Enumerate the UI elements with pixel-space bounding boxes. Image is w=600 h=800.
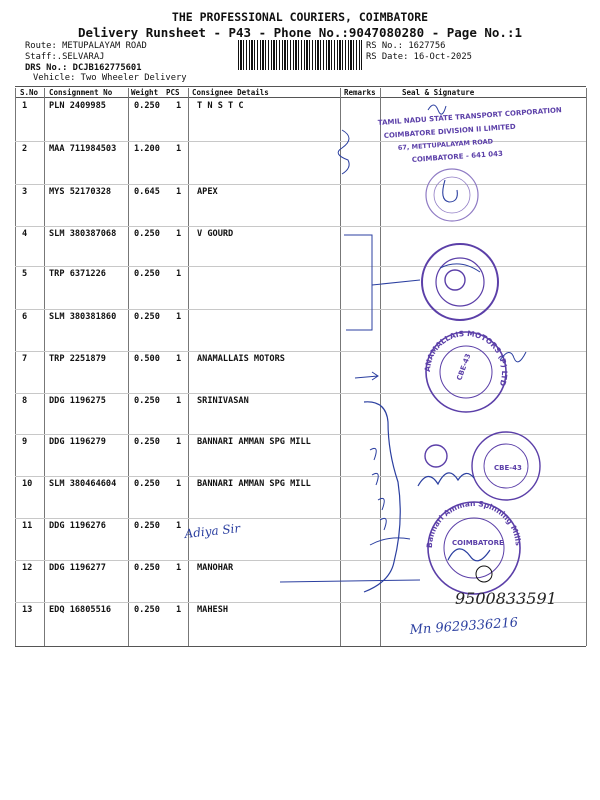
arrow-row7 bbox=[355, 372, 378, 380]
row-pcs: 1 bbox=[176, 521, 182, 531]
row-sno: 3 bbox=[22, 187, 28, 197]
row-weight: 0.250 bbox=[134, 521, 160, 531]
row-consignment: SLM 380387068 bbox=[49, 229, 117, 239]
bracket-rows-8-13 bbox=[364, 402, 400, 592]
row-pcs: 1 bbox=[176, 187, 182, 197]
row-sno: 10 bbox=[22, 479, 33, 489]
row-consignee: BANNARI AMMAN SPG MILL bbox=[197, 479, 311, 489]
row-weight: 0.250 bbox=[134, 563, 160, 573]
row-rule bbox=[15, 266, 586, 267]
row-weight: 0.250 bbox=[134, 396, 160, 406]
row-consignment: DDG 1196277 bbox=[49, 563, 106, 573]
row-weight: 0.250 bbox=[134, 101, 160, 111]
cbe43-stamp bbox=[418, 432, 540, 500]
tnstc-stamp bbox=[378, 106, 563, 164]
row-rule bbox=[15, 560, 586, 561]
drs-number: DRS No.: DCJB162775601 bbox=[25, 63, 142, 73]
col-divider bbox=[340, 88, 341, 646]
signature-row1 bbox=[428, 105, 446, 114]
row-sno: 12 bbox=[22, 563, 33, 573]
row-consignee: MAHESH bbox=[197, 605, 229, 615]
row-sno: 7 bbox=[22, 354, 28, 364]
row-sno: 4 bbox=[22, 229, 28, 239]
company-title: THE PROFESSIONAL COURIERS, COIMBATORE bbox=[171, 10, 429, 24]
table-top-rule bbox=[15, 86, 586, 87]
runsheet-subtitle: Delivery Runsheet - P43 - Phone No.:9047080280 - Page No.:1 bbox=[77, 25, 522, 40]
row-sno: 5 bbox=[22, 269, 28, 279]
row-sno: 6 bbox=[22, 312, 28, 322]
anamallais-stamp-code: CBE-43 bbox=[455, 352, 473, 382]
row-consignee: V GOURD bbox=[197, 229, 234, 239]
row-rule bbox=[15, 476, 586, 477]
bannari-stamp bbox=[425, 499, 523, 594]
row-weight: 0.645 bbox=[134, 187, 160, 197]
row-consignee: APEX bbox=[197, 187, 218, 197]
tnstc-stamp-line-1: TAMIL NADU STATE TRANSPORT CORPORATION bbox=[377, 106, 563, 127]
row-consignee: MANOHAR bbox=[197, 563, 234, 573]
row-weight: 0.250 bbox=[134, 437, 160, 447]
row-rule bbox=[15, 141, 586, 142]
row-consignment: MAA 711984503 bbox=[49, 144, 117, 154]
tnstc-stamp-line-2: COIMBATORE DIVISION II LIMITED bbox=[383, 122, 517, 140]
row-consignment: SLM 380381860 bbox=[49, 312, 117, 322]
row-weight: 0.250 bbox=[134, 229, 160, 239]
row-consignment: EDQ 16805516 bbox=[49, 605, 112, 615]
bannari-stamp-text: Bannari Amman Spinning Mills bbox=[424, 498, 523, 549]
rs-number: RS No.: 1627756 bbox=[366, 41, 446, 51]
row-pcs: 1 bbox=[176, 144, 182, 154]
col-header-consignment: Consignment No bbox=[49, 88, 113, 97]
circled-mark bbox=[476, 566, 492, 582]
table-bottom-rule bbox=[15, 646, 586, 647]
row-weight: 0.250 bbox=[134, 479, 160, 489]
staff-label: Staff:.SELVARAJ bbox=[25, 52, 105, 62]
row-consignment: TRP 6371226 bbox=[49, 269, 106, 279]
row-consignment: DDG 1196275 bbox=[49, 396, 106, 406]
row-rule bbox=[15, 602, 586, 603]
col-divider bbox=[44, 88, 45, 646]
row-pcs: 1 bbox=[176, 312, 182, 322]
row-consignee: T N S T C bbox=[197, 101, 244, 111]
handwriting-row11: Adiya Sir bbox=[183, 521, 241, 541]
anamallais-stamp-text: ANAMALLAIS MOTORS (P) LTD bbox=[422, 328, 510, 388]
bracket-rows-4-6 bbox=[344, 235, 372, 330]
bannari-stamp-city: COIMBATORE bbox=[452, 539, 504, 547]
handwritten-phone-2: Mn 9629336216 bbox=[409, 615, 519, 638]
handwritten-phone-1: 9500833591 bbox=[455, 589, 557, 608]
row-weight: 0.250 bbox=[134, 269, 160, 279]
row-consignee: SRINIVASAN bbox=[197, 396, 249, 406]
row-pcs: 1 bbox=[176, 563, 182, 573]
row-consignment: MYS 52170328 bbox=[49, 187, 112, 197]
barcode bbox=[238, 40, 362, 70]
cbe43-stamp-code: CBE-43 bbox=[494, 464, 522, 472]
row-weight: 1.200 bbox=[134, 144, 160, 154]
row-pcs: 1 bbox=[176, 269, 182, 279]
row-pcs: 1 bbox=[176, 229, 182, 239]
row-rule bbox=[15, 351, 586, 352]
row-consignment: TRP 2251879 bbox=[49, 354, 106, 364]
vehicle-label: Vehicle: Two Wheeler Delivery bbox=[33, 73, 187, 83]
row-consignment: DDG 1196276 bbox=[49, 521, 106, 531]
col-header-sno: S.No bbox=[20, 88, 39, 97]
row-pcs: 1 bbox=[176, 479, 182, 489]
col-header-pcs: PCS bbox=[166, 88, 180, 97]
col-divider bbox=[188, 88, 189, 646]
col-header-weight: Weight bbox=[131, 88, 159, 97]
row-rule bbox=[15, 393, 586, 394]
row-consignment: PLN 2409985 bbox=[49, 101, 106, 111]
col-divider bbox=[15, 88, 16, 646]
row-rule bbox=[15, 518, 586, 519]
row-rule bbox=[15, 184, 586, 185]
row-rule bbox=[15, 434, 586, 435]
col-divider bbox=[586, 88, 587, 646]
row-rule bbox=[15, 226, 586, 227]
row-sno: 11 bbox=[22, 521, 33, 531]
row-pcs: 1 bbox=[176, 101, 182, 111]
table-header-rule bbox=[15, 97, 586, 98]
tnstc-stamp-line-3: 67, METTUPALAYAM ROAD bbox=[397, 137, 494, 152]
row-sno: 9 bbox=[22, 437, 28, 447]
route-label: Route: METUPALAYAM ROAD bbox=[25, 41, 147, 51]
anamallais-stamp bbox=[423, 329, 526, 412]
row-sno: 13 bbox=[22, 605, 33, 615]
rs-date: RS Date: 16-Oct-2025 bbox=[366, 52, 472, 62]
row-rule bbox=[15, 309, 586, 310]
col-divider bbox=[128, 88, 129, 646]
apex-stamp bbox=[426, 169, 478, 221]
row-consignee: BANNARI AMMAN SPG MILL bbox=[197, 437, 311, 447]
row-consignment: SLM 380464604 bbox=[49, 479, 117, 489]
row-sno: 8 bbox=[22, 396, 28, 406]
tnstc-stamp-line-4: COIMBATORE - 641 043 bbox=[411, 149, 504, 164]
col-header-remarks: Remarks bbox=[344, 88, 376, 97]
row-consignment: DDG 1196279 bbox=[49, 437, 106, 447]
row-pcs: 1 bbox=[176, 437, 182, 447]
row-weight: 0.250 bbox=[134, 605, 160, 615]
col-header-seal: Seal & Signature bbox=[402, 88, 475, 97]
col-divider bbox=[380, 88, 381, 646]
row-pcs: 1 bbox=[176, 354, 182, 364]
row-consignee: ANAMALLAIS MOTORS bbox=[197, 354, 285, 364]
row-pcs: 1 bbox=[176, 396, 182, 406]
row-sno: 1 bbox=[22, 101, 28, 111]
row-pcs: 1 bbox=[176, 605, 182, 615]
row-weight: 0.500 bbox=[134, 354, 160, 364]
row-weight: 0.250 bbox=[134, 312, 160, 322]
col-header-consignee: Consignee Details bbox=[192, 88, 269, 97]
row-sno: 2 bbox=[22, 144, 28, 154]
